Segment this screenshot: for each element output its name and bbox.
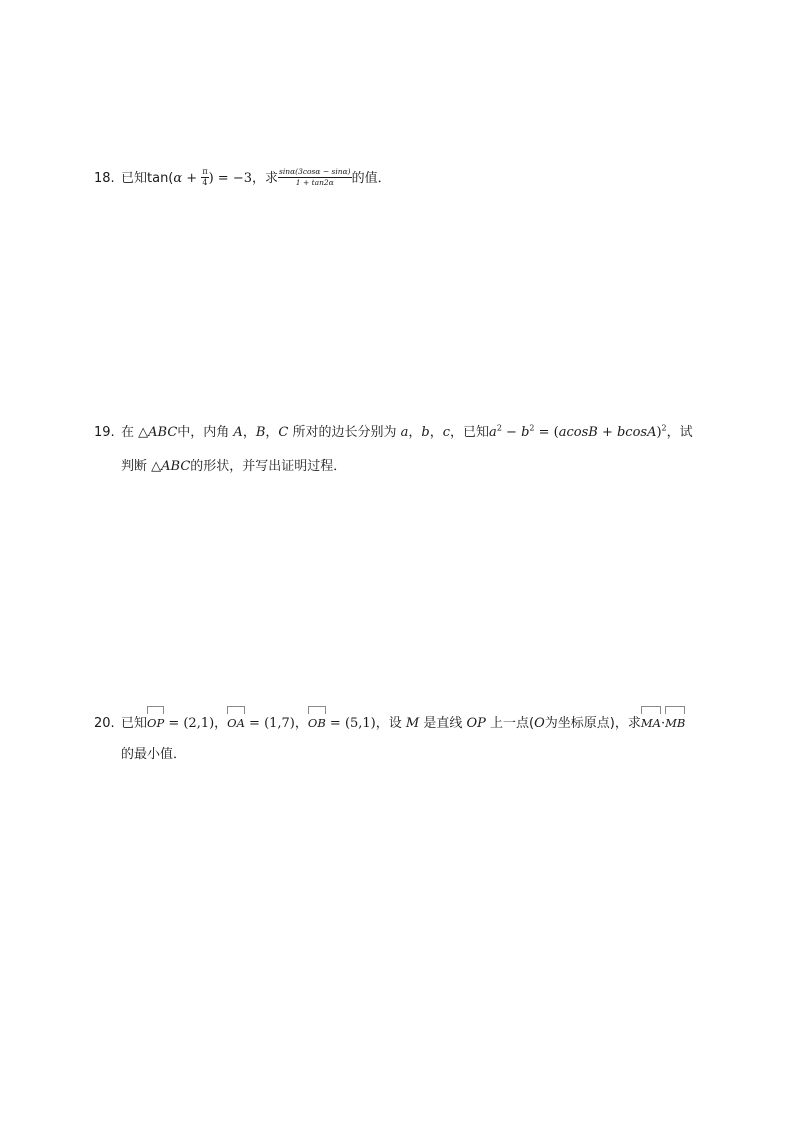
math-inner: acosB + bcosA <box>558 425 657 440</box>
problem-20-line-2 <box>94 742 714 768</box>
problem-19-line-1 <box>94 420 714 446</box>
vector-label: OA <box>227 716 245 730</box>
math-C: C <box>278 425 289 440</box>
problem-text: ，已知 <box>450 425 490 440</box>
math-eq-a: a <box>489 425 497 440</box>
punct: ， <box>242 425 256 440</box>
problem-number: 18. <box>94 171 115 186</box>
vector-mb <box>665 706 685 737</box>
vector-arrow-icon <box>147 706 164 714</box>
dot-product-symbol: · <box>660 716 666 731</box>
problem-text: ，试 <box>666 425 693 440</box>
problem-20-line-1 <box>94 706 714 732</box>
exponent: 2 <box>529 423 535 433</box>
math-O: O <box>534 716 545 731</box>
problem-text: 已知 <box>121 716 148 731</box>
punct: ， <box>265 425 279 440</box>
fraction-numerator: π <box>202 167 208 176</box>
problem-text: 是直线 <box>419 716 467 731</box>
problem-text: 已知tan( <box>121 171 174 186</box>
problem-18 <box>94 166 714 192</box>
problem-19-line-2 <box>94 454 714 480</box>
math-eq-b: b <box>521 425 530 440</box>
problem-text: 上一点( <box>485 716 535 731</box>
problem-text: 中，内角 <box>177 425 234 440</box>
vector-arrow-icon <box>227 706 245 714</box>
vector-label: MB <box>665 716 686 730</box>
vector-arrow-icon <box>665 706 685 714</box>
vector-label: OB <box>307 716 326 730</box>
fraction-expression <box>278 167 352 188</box>
exponent: 2 <box>661 423 667 433</box>
math-abc: ABC <box>148 425 178 440</box>
fraction-denominator: 1 + tan2α <box>295 178 334 187</box>
math-plus: + <box>182 171 202 186</box>
vector-ob <box>308 706 326 737</box>
vector-label: MA <box>640 716 661 730</box>
problem-18-line <box>94 166 714 192</box>
math-close-paren: ) <box>656 425 662 440</box>
math-c: c <box>442 425 451 440</box>
vector-ma <box>641 706 661 737</box>
problem-19 <box>94 420 714 480</box>
vector-arrow-icon <box>641 706 661 714</box>
problem-text: 所对的边长分别为 <box>288 425 401 440</box>
fraction-denominator: 4 <box>202 178 208 187</box>
problem-number: 19. <box>94 425 115 440</box>
vector-arrow-icon <box>308 706 326 714</box>
problem-text: 判断 <box>121 459 152 474</box>
problem-text: 在 <box>121 425 139 440</box>
problem-text: 的最小值． <box>121 747 187 762</box>
vector-oa <box>227 706 245 737</box>
math-OP: OP <box>466 716 486 731</box>
vector-value: = (2,1)， <box>164 716 228 731</box>
fraction-pi-over-4 <box>201 167 208 188</box>
math-a: a <box>400 425 409 440</box>
vector-value: = (5,1)，设 <box>325 716 406 731</box>
triangle-symbol: △ <box>138 425 149 440</box>
punct: ， <box>429 425 443 440</box>
vector-label: OP <box>147 716 165 730</box>
problem-text: 为坐标原点)，求 <box>544 716 641 731</box>
math-abc: ABC <box>161 459 191 474</box>
triangle-symbol: △ <box>151 459 162 474</box>
math-A: A <box>233 425 243 440</box>
math-alpha: α <box>173 171 183 186</box>
problem-text: 的形状，并写出证明过程． <box>190 459 347 474</box>
math-b: b <box>421 425 430 440</box>
math-minus: − <box>501 425 522 440</box>
math-B: B <box>255 425 266 440</box>
problem-20 <box>94 706 714 768</box>
problem-text: ) = −3，求 <box>208 171 278 186</box>
problem-number: 20. <box>94 716 115 731</box>
math-equals: = ( <box>534 425 559 440</box>
math-M: M <box>405 716 420 731</box>
vector-value: = (1,7)， <box>244 716 308 731</box>
exponent: 2 <box>496 423 502 433</box>
punct: ， <box>408 425 422 440</box>
problem-text: 的值． <box>351 171 391 186</box>
vector-op <box>147 706 164 737</box>
fraction-numerator: sinα(3cosα − sinα) <box>279 167 351 176</box>
